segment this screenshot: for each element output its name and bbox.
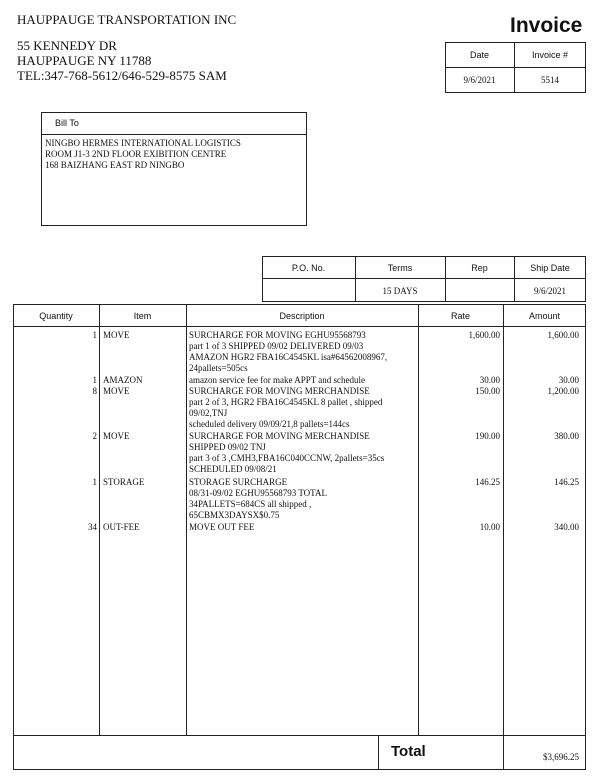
row-rate: 1,600.00 [468, 330, 500, 340]
row-rate: 30.00 [479, 375, 500, 385]
invoice-number-label: Invoice # [531, 50, 569, 60]
bill-to-line: 168 BAIZHANG EAST RD NINGBO [45, 160, 185, 170]
row-item: MOVE [103, 431, 130, 441]
row-amount: 380.00 [554, 431, 579, 441]
row-amount: 1,200.00 [547, 386, 579, 396]
company-name: HAUPPAUGE TRANSPORTATION INC [17, 12, 237, 27]
divider [503, 304, 504, 735]
description-line: 34PALLETS=684CS all shipped , [189, 499, 312, 509]
invoice-title: Invoice [510, 14, 583, 37]
row-quantity: 1 [92, 375, 97, 385]
description-line: SURCHARGE FOR MOVING MERCHANDISE [189, 386, 370, 396]
row-rate: 190.00 [475, 431, 500, 441]
row-rate: 146.25 [475, 477, 500, 487]
row-description [189, 330, 411, 374]
row-quantity: 8 [92, 386, 97, 396]
total-value: $3,696.25 [543, 752, 579, 762]
divider [186, 304, 187, 735]
row-description [189, 386, 411, 430]
row-amount: 30.00 [558, 375, 579, 385]
divider [13, 735, 586, 736]
description-line: STORAGE SURCHARGE [189, 477, 288, 487]
description-line: scheduled delivery 09/09/21,8 pallets=144cs [189, 419, 350, 429]
quantity-header: Quantity [39, 311, 73, 321]
description-line: 08/31-09/02 EGHU95568793 TOTAL [189, 488, 327, 498]
divider [262, 278, 586, 279]
po-label: P.O. No. [291, 263, 326, 273]
row-rate: 150.00 [475, 386, 500, 396]
row-description [189, 431, 411, 475]
row-amount: 340.00 [554, 522, 579, 532]
terms-value: 15 DAYS [382, 286, 418, 296]
divider [99, 304, 100, 735]
divider [41, 134, 307, 135]
terms-label: Terms [387, 263, 413, 273]
description-line: amazon service fee for make APPT and schedule [189, 375, 366, 385]
row-description [189, 477, 411, 521]
row-amount: 146.25 [554, 477, 579, 487]
rep-label: Rep [471, 263, 488, 273]
row-quantity: 2 [92, 431, 97, 441]
row-description [189, 522, 411, 533]
description-line: SCHEDULED 09/08/21 [189, 464, 277, 474]
rate-header: Rate [450, 311, 470, 321]
description-line: MOVE OUT FEE [189, 522, 255, 532]
row-item: MOVE [103, 386, 130, 396]
description-line: part 2 of 3, HGR2 FBA16C4545KL 8 pallet , shipped [189, 397, 383, 407]
bill-to-label: Bill To [55, 118, 79, 128]
bill-to-line: NINGBO HERMES INTERNATIONAL LOGISTICS [45, 138, 241, 148]
row-rate: 10.00 [479, 522, 500, 532]
ship-date-label: Ship Date [530, 263, 570, 273]
row-quantity: 1 [92, 330, 97, 340]
date-label: Date [469, 50, 489, 60]
row-quantity: 34 [88, 522, 97, 532]
description-line: part 3 of 3 ,CMH3,FBA16C040CCNW, 2pallets=35cs [189, 453, 385, 463]
description-line: 09/02,TNJ [189, 408, 228, 418]
row-description [189, 375, 411, 386]
row-item: STORAGE [103, 477, 145, 487]
invoice-date: 9/6/2021 [463, 75, 496, 85]
divider [378, 735, 379, 770]
invoice-number: 5514 [541, 75, 559, 85]
total-label: Total [391, 743, 426, 760]
description-line: part 1 of 3 SHIPPED 09/02 DELIVERED 09/03 [189, 341, 364, 351]
bill-to-line: ROOM J1-3 2ND FLOOR EXIBITION CENTRE [45, 149, 227, 159]
company-address-line-1: 55 KENNEDY DR [17, 38, 117, 53]
description-line: 24pallets=505cs [189, 363, 248, 373]
divider [445, 67, 586, 68]
divider [418, 304, 419, 735]
amount-header: Amount [528, 311, 561, 321]
row-item: AMAZON [103, 375, 143, 385]
row-quantity: 1 [92, 477, 97, 487]
company-phone: TEL:347-768-5612/646-529-8575 SAM [17, 68, 227, 83]
description-line: SURCHARGE FOR MOVING MERCHANDISE [189, 431, 370, 441]
row-item: OUT-FEE [103, 522, 140, 532]
row-item: MOVE [103, 330, 130, 340]
company-address-line-2: HAUPPAUGE NY 11788 [17, 53, 152, 68]
ship-date-value: 9/6/2021 [533, 286, 566, 296]
description-line: 65CBMX3DAYSX$0.75 [189, 510, 280, 520]
description-line: SHIPPED 09/02 TNJ [189, 442, 266, 452]
item-header: Item [133, 311, 152, 321]
row-amount: 1,600.00 [547, 330, 579, 340]
description-header: Description [279, 311, 325, 321]
description-line: AMAZON HGR2 FBA16C4545KL isa#64562008967, [189, 352, 388, 362]
description-line: SURCHARGE FOR MOVING EGHU95568793 [189, 330, 366, 340]
